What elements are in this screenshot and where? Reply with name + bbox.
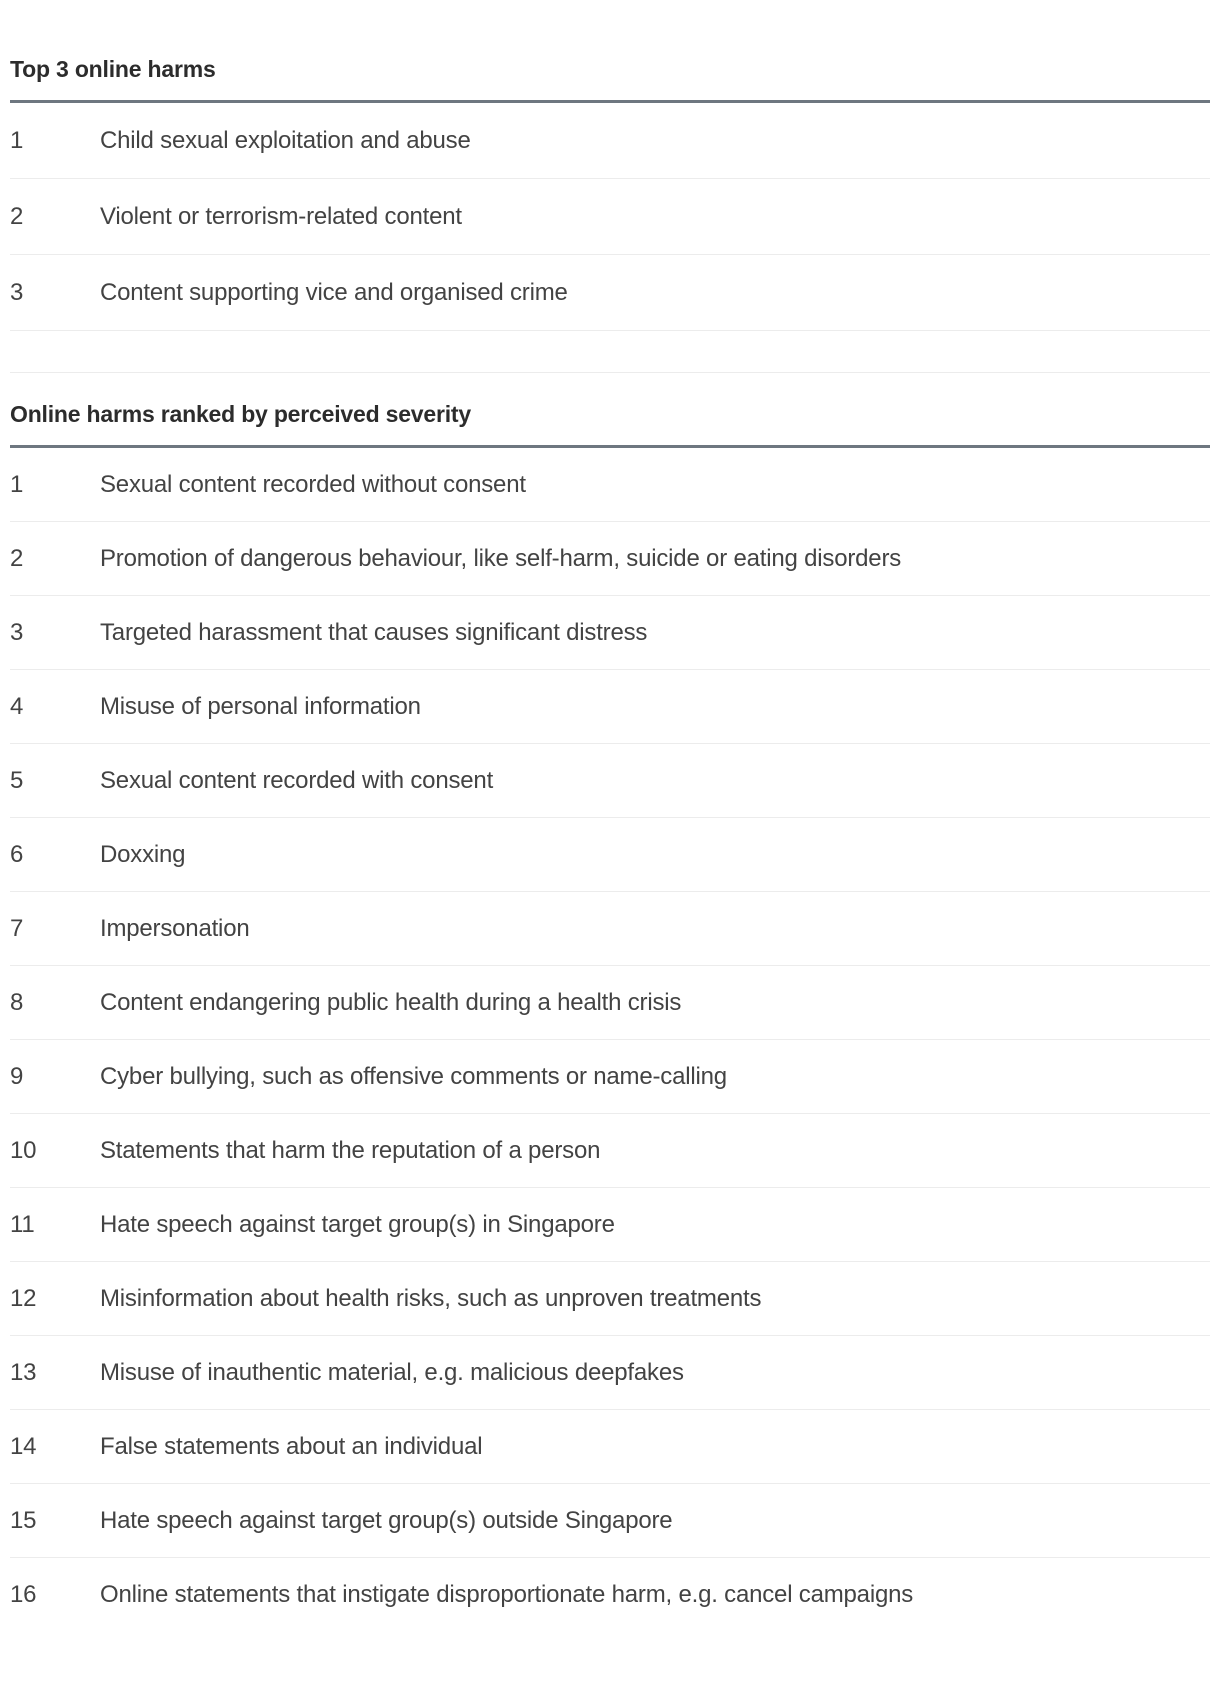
table-title: Top 3 online harms: [10, 56, 216, 82]
top-3-online-harms-table: [10, 54, 1210, 331]
rank-cell: 3: [10, 618, 24, 646]
table-title: Online harms ranked by perceived severity: [10, 401, 471, 427]
table-row: [10, 818, 1210, 892]
table-row: [10, 1114, 1210, 1188]
rank-cell: 9: [10, 1062, 24, 1090]
table-row: [10, 670, 1210, 744]
table-rows: [10, 448, 1210, 1632]
table-row: [10, 892, 1210, 966]
rank-cell: 7: [10, 914, 24, 942]
harm-label-cell: Hate speech against target group(s) in Singapore: [100, 1210, 615, 1238]
rank-cell: 6: [10, 840, 24, 868]
section-divider: [10, 331, 1210, 373]
harm-label-cell: Hate speech against target group(s) outside Singapore: [100, 1506, 673, 1534]
harm-label-cell: Child sexual exploitation and abuse: [100, 126, 471, 154]
harm-label-cell: Promotion of dangerous behaviour, like self-harm, suicide or eating disorders: [100, 544, 902, 572]
table-row: [10, 179, 1210, 255]
rank-cell: 8: [10, 988, 24, 1016]
harm-label-cell: Misuse of personal information: [100, 692, 421, 720]
rank-cell: 12: [10, 1284, 37, 1312]
harm-label-cell: Cyber bullying, such as offensive comments or name-calling: [100, 1062, 727, 1090]
rank-cell: 10: [10, 1136, 37, 1164]
table-row: [10, 1188, 1210, 1262]
severity-ranked-harms-table: [10, 399, 1210, 1632]
table-row: [10, 103, 1210, 179]
harm-label-cell: Doxxing: [100, 840, 186, 868]
table-row: [10, 966, 1210, 1040]
online-harms-ranking-page: [0, 54, 1220, 1632]
harm-label-cell: Content supporting vice and organised crime: [100, 278, 568, 306]
harm-label-cell: Online statements that instigate disproportionate harm, e.g. cancel campaigns: [100, 1581, 914, 1608]
table-row: [10, 1040, 1210, 1114]
rank-cell: 5: [10, 766, 24, 794]
harm-label-cell: Misuse of inauthentic material, e.g. malicious deepfakes: [100, 1358, 684, 1386]
harm-label-cell: False statements about an individual: [100, 1432, 483, 1460]
table-row: [10, 1410, 1210, 1484]
rank-cell: 16: [10, 1581, 37, 1608]
rank-cell: 13: [10, 1358, 37, 1386]
table-row: [10, 1558, 1210, 1632]
harm-label-cell: Sexual content recorded with consent: [100, 766, 494, 794]
table-row: [10, 1484, 1210, 1558]
rank-cell: 1: [10, 126, 24, 154]
rank-cell: 2: [10, 202, 24, 230]
harm-label-cell: Statements that harm the reputation of a person: [100, 1136, 601, 1164]
table-row: [10, 1262, 1210, 1336]
rank-cell: 11: [10, 1210, 35, 1238]
rank-cell: 4: [10, 692, 24, 720]
table-row: [10, 596, 1210, 670]
table-row: [10, 1336, 1210, 1410]
table-row: [10, 744, 1210, 818]
rank-cell: 1: [10, 470, 24, 498]
table-rows: [10, 103, 1210, 331]
harm-label-cell: Violent or terrorism-related content: [100, 202, 462, 230]
harm-label-cell: Impersonation: [100, 914, 250, 942]
harm-label-cell: Sexual content recorded without consent: [100, 470, 526, 498]
table-row: [10, 255, 1210, 331]
rank-cell: 15: [10, 1506, 37, 1534]
rank-cell: 2: [10, 544, 24, 572]
harm-label-cell: Targeted harassment that causes significant distress: [100, 618, 648, 646]
harm-label-cell: Misinformation about health risks, such as unproven treatments: [100, 1284, 762, 1312]
rank-cell: 3: [10, 278, 24, 306]
table-row: [10, 448, 1210, 522]
harm-label-cell: Content endangering public health during a health crisis: [100, 988, 682, 1016]
rank-cell: 14: [10, 1432, 37, 1460]
table-row: [10, 522, 1210, 596]
